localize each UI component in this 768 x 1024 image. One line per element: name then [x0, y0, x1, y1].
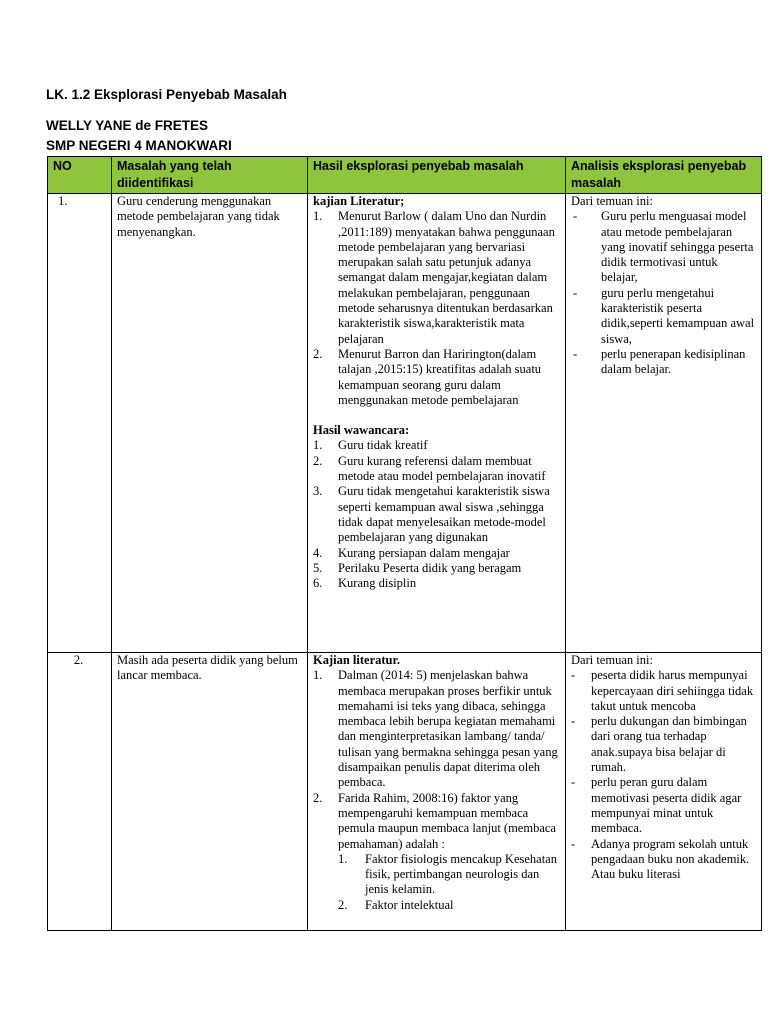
row-masalah: Masih ada peserta didik yang belum lancar membaca. [112, 653, 308, 931]
header-analisis: Analisis eksplorasi penyebab masalah [566, 157, 762, 194]
analysis-list [571, 668, 757, 882]
factor-list [338, 852, 561, 913]
list-item: 2. Faktor intelektual [338, 897, 454, 912]
row-number: 1. [48, 194, 112, 653]
list-item: 2. Menurut Barron dan Harirington(dalam talajan ,2015:15) kreatifitas adalah suatu kemampuan seorang guru dalam menggunakan metode pembelajaran [313, 346, 542, 407]
school-name: SMP NEGERI 4 MANOKWARI [46, 138, 232, 153]
interview-list [313, 438, 561, 591]
list-item: 2. Farida Rahim, 2008:16) faktor yang mempengaruhi kemampuan membaca pemula maupun membaca lanjut (membaca pemahaman) adalah : [313, 790, 556, 851]
list-item: - perlu dukungan dan bimbingan dari orang tua terhadap anak.supaya bisa belajar di rumah. [571, 714, 747, 775]
row-hasil [308, 653, 566, 931]
table-row [48, 194, 762, 653]
header-masalah: Masalah yang telah diidentifikasi [112, 157, 308, 194]
literature-heading: Kajian literatur. [313, 653, 401, 667]
list-item: - peserta didik harus mempunyai kepercayaan diri sehiingga tidak takut untuk mencoba [571, 668, 754, 713]
exploration-table [47, 156, 762, 931]
list-item: 1. Guru tidak kreatif [313, 438, 428, 453]
list-item: - perlu peran guru dalam memotivasi peserta didik agar mempunyai minat untuk membaca. [571, 775, 742, 836]
list-item: - perlu penerapan kedisiplinan dalam belajar. [573, 346, 746, 377]
row-hasil [308, 194, 566, 653]
row-masalah: Guru cenderung menggunakan metode pembelajaran yang tidak menyenangkan. [112, 194, 308, 653]
list-item: 1. Faktor fisiologis mencakup Kesehatan fisik, pertimbangan neurologis dan jenis kelamin. [338, 851, 557, 897]
list-item: 6. Kurang disiplin [313, 576, 417, 591]
page-title: LK. 1.2 Eksplorasi Penyebab Masalah [46, 87, 287, 102]
list-item: - Adanya program sekolah untuk pengadaan buku non akademik. Atau buku literasi [571, 836, 750, 882]
analysis-intro: Dari temuan ini: [571, 194, 653, 208]
list-item: 2. Guru kurang referensi dalam membuat metode atau model pembelajaran inovatif [313, 453, 546, 484]
list-item: 3. Guru tidak mengetahui karakteristik siswa seperti kemampuan awal siswa ,sehingga tidak dapat menyelesaikan metode-model pembelajaran yang digunakan [313, 484, 550, 545]
list-item: 1. Menurut Barlow ( dalam Uno dan Nurdin ,2011:189) menyatakan bahwa penggunaan metode pembelajaran yang bervariasi merupakan salah satu petunjuk adanya semangat dalam mengajar,kegiatan dalam melakukan pembelajaran, penggunaan metode seharusnya ditentukan berdasarkan karakteristik siswa,karakteristik mata pelajaran [313, 209, 555, 346]
list-item: 4. Kurang persiapan dalam mengajar [313, 545, 510, 560]
analysis-list [571, 209, 757, 377]
row-analisis [566, 194, 762, 653]
list-item: 5. Perilaku Peserta didik yang beragam [313, 560, 522, 575]
table-row [48, 653, 762, 931]
list-item: - Guru perlu menguasai model atau metode pembelajaran yang inovatif sehingga peserta didik termotivasi untuk belajar, [573, 209, 754, 285]
author-name: WELLY YANE de FRETES [46, 118, 209, 133]
literature-list [313, 209, 561, 408]
analysis-intro: Dari temuan ini: [571, 653, 653, 667]
row-number: 2. [48, 653, 112, 931]
list-item: 1. Dalman (2014: 5) menjelaskan bahwa membaca merupakan proses berfikir untuk memahami isi teks yang dibaca, sehingga membaca lebih berupa kegiatan memahami dan menginterpretasikan lambang/ tanda/ tulisan yang bermakna sehingga pesan yang disampaikan penulis dapat diterima oleh pembaca. [313, 668, 558, 790]
literature-heading: kajian Literatur; [313, 194, 405, 208]
interview-heading: Hasil wawancara: [313, 423, 410, 438]
list-item: - guru perlu mengetahui karakteristik peserta didik,seperti kemampuan awal siswa, [573, 285, 755, 346]
literature-list [313, 668, 561, 913]
table-header-row [48, 157, 762, 194]
header-hasil: Hasil eksplorasi penyebab masalah [308, 157, 566, 194]
header-no: NO [48, 157, 112, 194]
row-analisis [566, 653, 762, 931]
